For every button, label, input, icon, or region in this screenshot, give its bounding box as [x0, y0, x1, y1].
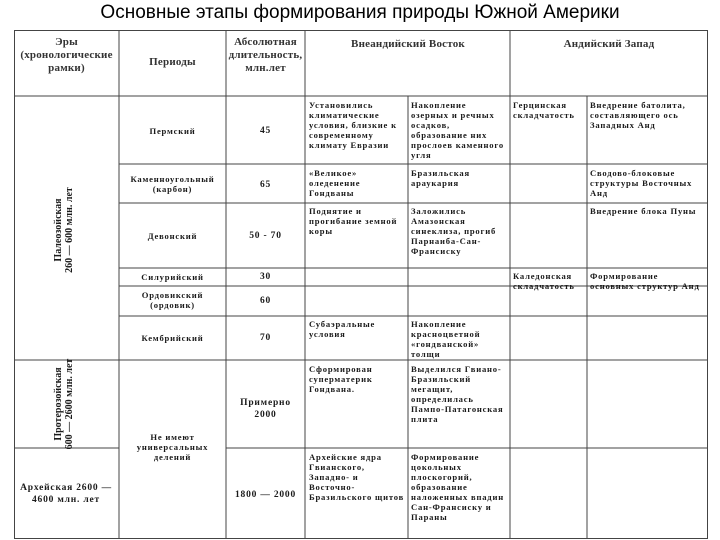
cambr-east-1: Субаэральные условия: [309, 319, 376, 339]
duration-cambr: 70: [259, 333, 272, 343]
proterozoic-east-2: Выделился Гвиано-Бразильский мегащит, определилась Пампо-Патагонская плита: [411, 364, 504, 424]
perm-west-1: Герцинская складчатость: [513, 100, 575, 120]
duration-proterozoic: Примерно 2000: [240, 398, 291, 420]
cambr-east-2: Накопление красноцветной «гондванской» толщи: [411, 319, 481, 359]
period-cambr: Кембрийский: [141, 333, 204, 343]
devon-west-2: Внедрение блока Пуны: [590, 206, 697, 216]
silur-west-2: Формирование основных структур Анд: [590, 271, 700, 291]
header-west: Андийский Запад: [563, 38, 655, 50]
carbon-east-2: Бразильская араукария: [411, 168, 470, 188]
header-duration: Абсолютная длительность, млн.лет: [228, 36, 303, 74]
carbon-west-2: Сводово-блоковые структуры Восточных Анд: [590, 168, 693, 198]
duration-archean: 1800 — 2000: [234, 490, 297, 500]
duration-ordov: 60: [259, 296, 272, 306]
perm-west-2: Внедрение батолита, составляющего ось Западных Анд: [590, 100, 686, 130]
page-title: Основные этапы формирования природы Южной Америки: [100, 2, 620, 23]
devon-east-1: Поднятие и прогибание земной коры: [309, 206, 398, 236]
header-east: Внеандийский Восток: [351, 38, 465, 50]
duration-perm: 45: [259, 126, 272, 136]
period-perm: Пермский: [149, 126, 196, 136]
silur-west-1: Каледонская складчатость: [513, 271, 575, 291]
period-carbon: Каменноугольный (карбон): [130, 174, 215, 194]
duration-silur: 30: [259, 272, 272, 282]
devon-east-2: Заложились Амазонская синеклиза, прогиб Парнаиба-Сан-Франсиску: [411, 206, 497, 256]
period-proterozoic: Не имеют универсальных делений: [136, 432, 209, 462]
perm-east-2: Накопление озерных и речных осадков, образование них прослоев каменного угля: [411, 100, 504, 160]
duration-carbon: 65: [259, 180, 272, 190]
period-ordov: Ордовикский (ордовик): [141, 290, 204, 310]
period-devon: Девонский: [147, 231, 198, 241]
duration-devon: 50 - 70: [249, 231, 282, 241]
era-proterozoic: Протерозойская 600 — 2600 млн. лет: [53, 358, 75, 450]
stages-table: [14, 30, 708, 540]
period-silur: Силурийский: [141, 272, 204, 282]
header-era: Эры (хронологические рамки): [20, 36, 113, 74]
archean-east-2: Формирование цокольных плоскогорий, образование наложенных впадин Сан-Франсиску и Параны: [411, 452, 504, 522]
carbon-east-1: «Великое» оледенение Гондваны: [309, 168, 361, 198]
header-periods: Периоды: [149, 56, 196, 68]
archean-east-1: Архейские ядра Гвианского, Западно- и Восточно-Бразильского щитов: [309, 452, 405, 502]
perm-east-1: Установились климатические условия, близкие к современному климату Евразии: [309, 100, 397, 150]
era-paleozoic: Палеозойская 260 — 600 млн. лет: [53, 187, 75, 273]
era-archean: Архейская 2600 — 4600 млн. лет: [20, 483, 112, 505]
proterozoic-east-1: Сформирован суперматерик Гондвана.: [309, 364, 373, 394]
